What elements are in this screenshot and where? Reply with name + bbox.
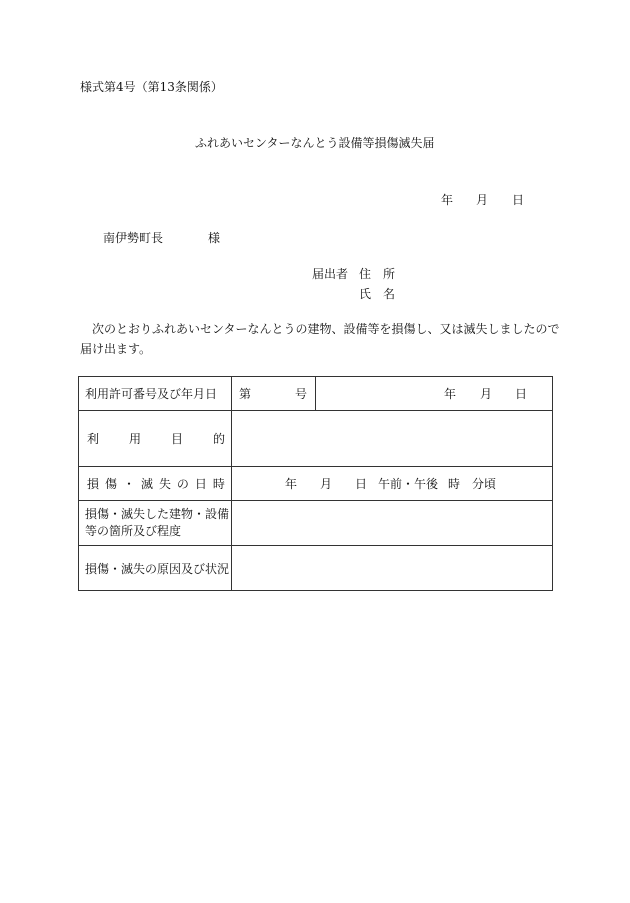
date-month: 月 <box>476 193 489 207</box>
purpose-char: 用 <box>128 432 141 446</box>
table-row-purpose <box>79 411 553 467</box>
body-text-line2: 届け出ます。 <box>80 342 152 356</box>
permit-day: 日 <box>515 386 528 401</box>
datetime-label <box>79 467 232 501</box>
permit-number-cell[interactable] <box>232 377 316 411</box>
datetime-char: 滅 <box>140 477 153 491</box>
datetime-ampm: 午前・午後 <box>378 476 439 491</box>
addressee-name: 南伊勢町長 <box>103 231 164 245</box>
date-year: 年 <box>441 193 454 207</box>
datetime-value-cell[interactable] <box>232 467 553 501</box>
datetime-char: 失 <box>158 477 171 491</box>
location-value-cell[interactable] <box>232 501 553 546</box>
permit-number-label: 利用許可番号及び年月日 <box>79 377 232 411</box>
table-row-cause <box>79 546 553 591</box>
applicant-name-label: 氏 名 <box>359 287 396 301</box>
datetime-minute: 分頃 <box>472 476 497 491</box>
datetime-char: ・ <box>122 477 135 491</box>
location-label-line1: 損傷・滅失した建物・設備 <box>85 507 230 521</box>
body-text-line1: 次のとおりふれあいセンターなんとうの建物、設備等を損傷し、又は滅失しましたので <box>92 322 560 336</box>
permit-dai: 第 <box>239 387 252 401</box>
applicant-address-label: 住 所 <box>359 267 396 281</box>
date-day: 日 <box>512 193 525 207</box>
datetime-month: 月 <box>320 476 333 491</box>
purpose-value-cell[interactable] <box>232 411 553 467</box>
datetime-char: 傷 <box>104 477 117 491</box>
datetime-year: 年 <box>285 476 298 491</box>
cause-label: 損傷・滅失の原因及び状況 <box>79 546 232 591</box>
table-row-permit <box>79 377 553 411</box>
document-title: ふれあいセンターなんとう設備等損傷滅失届 <box>195 136 435 150</box>
applicant-label: 届出者 <box>312 267 349 281</box>
location-label-line2: 等の箇所及び程度 <box>85 524 182 538</box>
permit-go: 号 <box>294 387 307 401</box>
permit-year: 年 <box>444 386 457 401</box>
cause-value-cell[interactable] <box>232 546 553 591</box>
datetime-char: 時 <box>212 477 225 491</box>
datetime-char: の <box>176 477 189 491</box>
purpose-char: 利 <box>87 432 100 446</box>
form-number: 様式第4号（第13条関係） <box>80 80 223 94</box>
purpose-char: 目 <box>170 432 183 446</box>
purpose-label <box>79 411 232 467</box>
location-label <box>79 501 232 546</box>
table-row-location <box>79 501 553 546</box>
datetime-day: 日 <box>355 476 368 491</box>
datetime-char: 日 <box>194 477 207 491</box>
report-table <box>78 376 553 591</box>
addressee-honorific: 様 <box>208 231 221 245</box>
datetime-char: 損 <box>87 477 100 491</box>
table-row-datetime <box>79 467 553 501</box>
datetime-hour: 時 <box>448 476 461 491</box>
purpose-char: 的 <box>212 432 225 446</box>
permit-month: 月 <box>480 386 493 401</box>
permit-date-cell[interactable] <box>316 377 553 411</box>
